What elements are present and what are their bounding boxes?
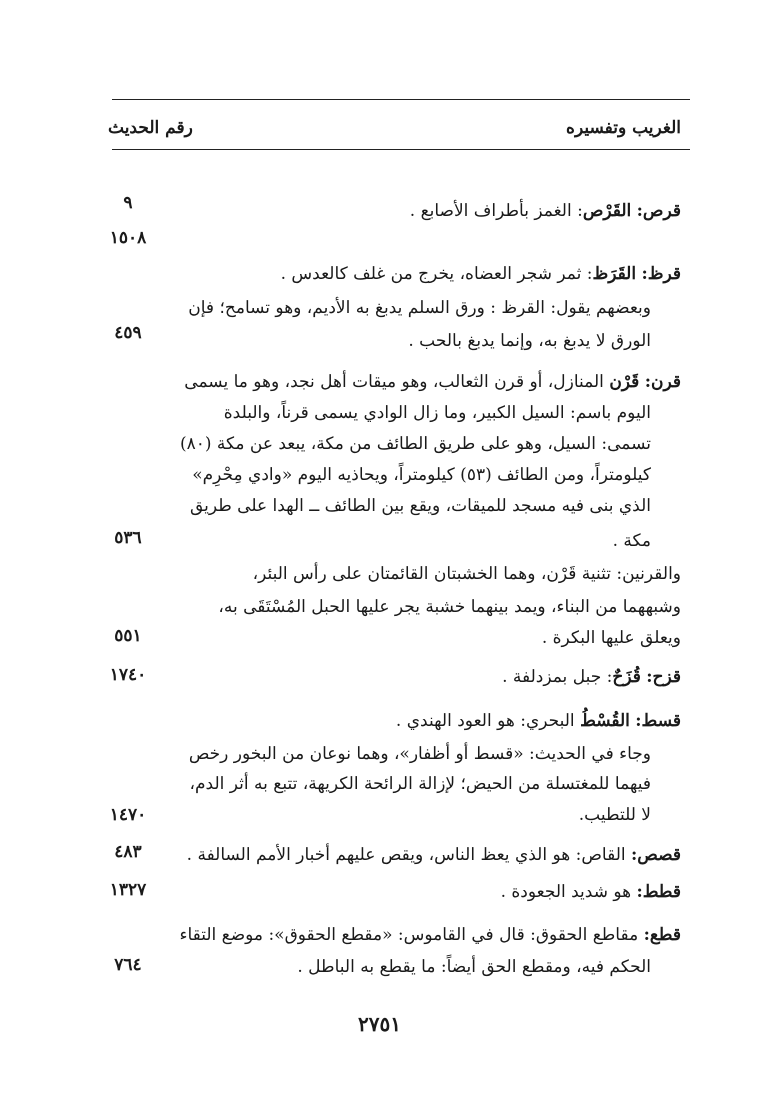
- header-bottom-rule: [112, 149, 690, 150]
- entry-text: هو شديد الجعودة .: [500, 882, 632, 902]
- entry-line: ويعلق عليها البكرة .: [541, 628, 681, 648]
- entry-text: المنازل، أو قرن الثعالب، وهو ميقات أهل نجد، وهو ما يسمى: [184, 372, 604, 392]
- entry-line: مكة .: [612, 531, 651, 551]
- entry-text: البحري: هو العود الهندي .: [395, 711, 575, 731]
- entry-root: قطط:: [636, 882, 681, 902]
- hadith-number: ١٧٤٠: [109, 665, 147, 685]
- entry-text: : جبل بمزدلفة .: [502, 667, 613, 687]
- entry-line: كيلومتراً، ومن الطائف (٥٣) كيلومتراً، ويحاذيه اليوم «وادي مِحْرِم»: [192, 465, 651, 485]
- entry-root: قطع:: [643, 925, 681, 945]
- entry-line: اليوم باسم: السيل الكبير، وما زال الوادي يسمى قرناً، والبلدة: [223, 403, 651, 423]
- entry-line: [410, 201, 681, 221]
- entry-line: [501, 882, 681, 902]
- entry-line: وشبههما من البناء، ويمد بينهما خشبة يجر عليها الحبل المُسْتَقَى به،: [218, 597, 681, 617]
- hadith-number: ٩: [123, 193, 133, 213]
- entry-text: مقاطع الحقوق: قال في القاموس: «مقطع الحقوق»: موضع التقاء: [179, 925, 639, 945]
- hadith-number: ١٣٢٧: [109, 880, 147, 900]
- entry-line: [179, 925, 681, 945]
- entry-line: [187, 845, 681, 865]
- hadith-number: ١٤٧٠: [109, 805, 147, 825]
- entry-line: الورق لا يدبغ به، وإنما يدبغ بالحب .: [408, 331, 651, 351]
- hadith-number: ١٥٠٨: [109, 228, 147, 248]
- entry-text: : الغمز بأطراف الأصابع .: [409, 201, 583, 221]
- header-title: الغريب وتفسيره: [566, 118, 681, 138]
- entry-line: [502, 667, 681, 687]
- entry-line: فيهما للمغتسلة من الحيض؛ لإزالة الرائحة الكريهة، تتبع به أثر الدم،: [189, 774, 651, 794]
- entry-line: تسمى: السيل، وهو على طريق الطائف من مكة، يبعد عن مكة (٨٠): [179, 434, 651, 454]
- entry-text: القاص: هو الذي يعظ الناس، ويقص عليهم أخبار الأمم السالفة .: [186, 845, 626, 865]
- entry-headword: قَرْن: [609, 372, 640, 392]
- entry-root: قزح:: [646, 667, 681, 687]
- entry-headword: القُسْطُ: [580, 711, 630, 731]
- entry-root: قرن:: [644, 372, 681, 392]
- entry-line: [281, 264, 681, 284]
- header-top-rule: [112, 99, 690, 100]
- hadith-number: ٧٦٤: [114, 955, 142, 975]
- entry-line: والقرنين: تثنية قَرْن، وهما الخشبتان القائمتان على رأس البئر،: [252, 564, 681, 584]
- hadith-number: ٥٣٦: [114, 528, 142, 548]
- entry-root: قسط:: [635, 711, 681, 731]
- hadith-number: ٤٨٣: [114, 842, 142, 862]
- hadith-number: ٤٥٩: [114, 323, 142, 343]
- entry-root: قصص:: [631, 845, 681, 865]
- entry-text: : ثمر شجر العضاه، يخرج من غلف كالعدس .: [280, 264, 593, 284]
- entry-root: قرظ:: [641, 264, 681, 284]
- entry-line: الحكم فيه، ومقطع الحق أيضاً: ما يقطع به الباطل .: [297, 957, 651, 977]
- entry-line: وبعضهم يقول: القرظ : ورق السلم يدبغ به الأديم، وهو تسامح؛ فإن: [188, 298, 651, 318]
- header-number-label: رقم الحديث: [108, 118, 193, 138]
- hadith-number: ٥٥١: [114, 626, 142, 646]
- entry-root: قرص:: [636, 201, 681, 221]
- entry-line: وجاء في الحديث: «قسط أو أظفار»، وهما نوعان من البخور رخص: [188, 744, 651, 764]
- entry-headword: القَرَظ: [592, 264, 637, 284]
- entry-headword: القَرْص: [582, 201, 632, 221]
- entry-line: لا للتطيب.: [578, 805, 651, 825]
- entry-line: الذي بنى فيه مسجد للميقات، ويقع بين الطائف ــ الهدا على طريق: [189, 496, 651, 516]
- page-number: ٢٧٥١: [358, 1012, 401, 1036]
- entry-line: [184, 372, 681, 392]
- entry-line: [396, 711, 681, 731]
- entry-headword: قُزَحٌ: [612, 667, 641, 687]
